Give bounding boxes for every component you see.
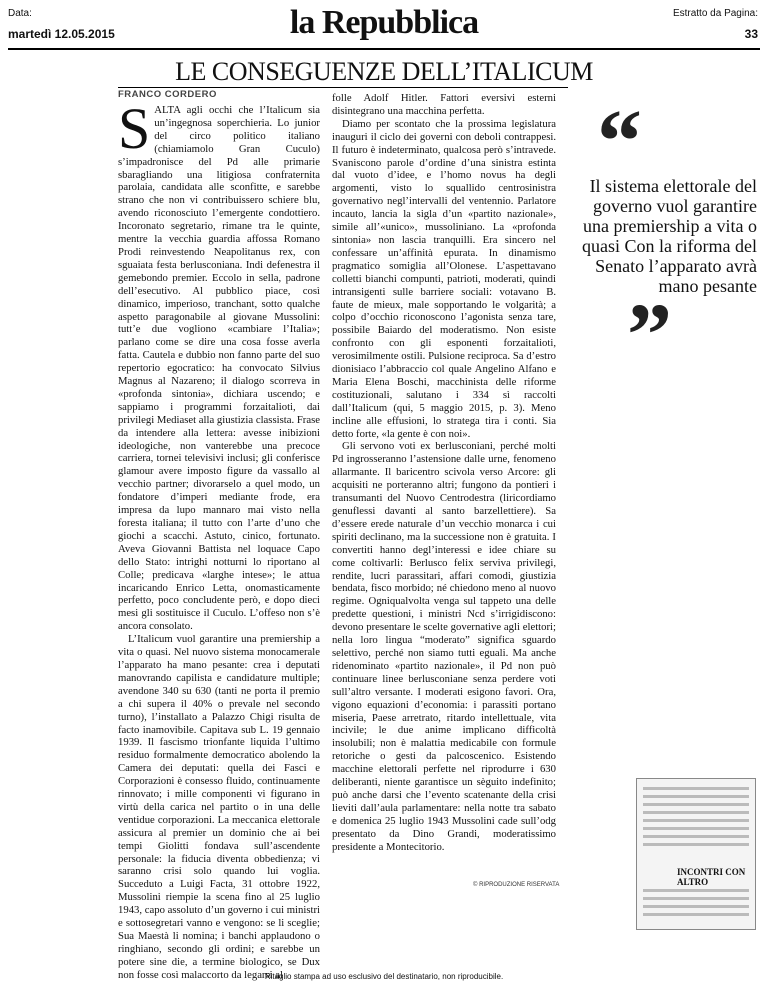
- col2-paragraph: Gli servono voti ex berlusconiani, perché molti Pd ingrosseranno l’astensione dalle urne, fenomeno allarmante. Il baricentro scivola verso Arcore: gli acquisiti ne porteranno altri; fungono da pontieri i transumanti del Nuovo Centrodestra (liricordiamo genuflessi davanti al santo barzellettiere). Sa d’essere erede naturale d’un vecchio monarca i cui spiriti declinano, ma la successione non è gratuita. I convertiti hanno degl’interessi e idee chiare su come coltivarli: Berlusco felix serviva privilegi, rendite, lucri parassitari, affari comodi, giustizia bendata, fisco morbido; né chiedono meno al nuovo regime. Ogniqualvolta venga sul tappeto una delle predette questioni, i ministri Ncd s’irrigidiscono: devono presentare le scelte governative agli elettori; nella loro lingua “moderato” significa sguardo selettivo, perché non siamo tutti eguali. Ma anche ridenominato «partito nazionale», il Pd non può continuare linee berlusconiane senza perdere voti sull’altro versante. I moderati esigono favori. Ora, vigono equazioni d’economia: i parassiti portano miseria, Paese arretrato, ritardo intellettuale, vita incivile; le due anime implicano difficoltà insolubili; non è malattia medicabile con formule retoriche o gesti da palcoscenico. Esistendo macchine elettorali perfette nel riprodurre i 630 deliberanti, niente garantisce un sèguito indefinito; può anche darsi che l’evento scatenante della crisi lieviti dall’aula parlamentare: nella notte tra sabato e domenica 25 luglio 1943 Mussolini cade sull’odg presentato da Dino Grandi, moderatissimo presidente a Montecitorio.: [332, 440, 556, 853]
- close-quote-icon: ”: [627, 286, 672, 385]
- thumb-line: [643, 913, 749, 916]
- article-column-1: [118, 96, 320, 981]
- masthead-logo: la Repubblica: [289, 4, 479, 41]
- pull-quote-box: [567, 92, 757, 385]
- open-quote-icon: “: [597, 92, 642, 191]
- page-thumbnail: [636, 778, 756, 930]
- thumb-line: [643, 843, 749, 846]
- col1-paragraph: L’Italicum vuol garantire una premiership a vita o quasi. Nel nuovo sistema monocamerale l’apparato ha mano pesante: crea i deputati manovrando capilista e candidature multiple; avendone 340 su 630 (tanti ne porta il premio a chi supera il 40% o prevale nel secondo turno), l’installato a Palazzo Chigi risulta de facto inamovibile. Capitava sub L. 19 gennaio 1939. Il fascismo trionfante liquida l’ultimo residuo formalmente democratico abolendo la Camera dei deputati: quella dei Fasci e Corporazioni è consesso fluido, continuamente rinnovato; i mille componenti vi figurano in virtù della carica nel partito o in una delle ventidue corporazioni. La meccanica elettorale assicura al premier un dominio che ai bei tempi Giolitti fondava sull’ascendente personale: la fiducia diventa obbedienza; vi saranno crisi solo quando lui voglia. Succeduto a Luigi Facta, 31 ottobre 1922, Mussolini riempie la scena fino al 25 luglio 1943, capo assoluto d’un governo i cui ministri e sottosegretari vanno e vengono: se li sceglie; Sua Maestà li nomina; i banchi applaudono o ringhiano, secondo gli ordini; e sarebbe un potere sine die, a termine biologico, se Dux non fosse così malaccorto da legarsi al: [118, 633, 320, 981]
- date-value: martedì 12.05.2015: [8, 27, 115, 41]
- thumb-line: [643, 897, 749, 900]
- col1-paragraph: ALTA agli occhi che l’Italicum sia un’ingegnosa soperchieria. Lo junior del circo politico italiano (chiamiamolo Gran Cuculo) s’impadronisce del Pd alle primarie sbaragliando una litigiosa confraternita parolaia, candidata alle sconfitte, e sarebbe strano che non vi contribuissero schiere blu, avendo riconosciuto l’emergente condottiero. Incoronato segretario, rimane tra le quinte, mentre la vecchia guardia affossa Romano Prodi reinvestendo Neapolitanus rex, con sguaiata festa berlusconiana. Indi defenestra il gemebondo premier. Eccolo in sella, padrone dell’esecutivo. Al pubblico piace, così dinamico, imperioso, tranchant, sotto qualche aspetto paragonabile al giovane Mussolini: tutt’e due vogliono «cambiare l’Italia»; parlano come se dire una cosa fosse averla fatta. Cautela e dubbio non fanno parte del suo repertorio egocratico: ha convocato Silvius Magnus al Nazareno; il dialogo scorreva in «profonda sintonia», dichiara uscendo; e sappiamo i programmi forzaitalioti, dai privilegi Mediaset alla giustizia classista. Frase da intendere alla lettera: avesse inibizioni ideologiche, non vanterebbe una precoce carriera, tornei televisivi inclusi; gli conferisce glamour avere imposto figure da vassallo al vecchio partner; divorarselo a quel modo, un fondatore d’imperi mediante frode, era impresa da lupo mannaro mai visto nella foresta italiana; il tutto con l’arte d’uno che giochi a scacchi. Astuto, cinico, fortunato. Aveva Giovanni Battista nel loquace Capo dello Stato: intrighi notturni lo riportano al Colle; predicava «larghe intese»; le attua incaricando Enrico Letta, onomasticamente perfetto, poco concludente però, e dopo dieci mesi gli sostituisce il Cuculo. L’offeso non s’è ancora consolato.: [118, 104, 320, 633]
- byline-rule: [118, 87, 568, 88]
- extract-label: Estratto da Pagina:: [672, 8, 758, 19]
- page-number: 33: [744, 27, 758, 41]
- thumb-line: [643, 803, 749, 806]
- drop-cap: S: [118, 96, 151, 161]
- pull-quote-text: Il sistema elettorale del governo vuol garantire una premiership a vita o quasi Con la riforma del Senato l’apparato avrà mano pesante: [582, 176, 757, 296]
- thumb-line: [643, 889, 749, 892]
- thumb-line: [643, 787, 749, 790]
- footer-notice: Ritaglio stampa ad uso esclusivo del destinatario, non riproducibile.: [264, 972, 504, 981]
- col2-paragraph: Diamo per scontato che la prossima legislatura inauguri il ciclo dei governi con deboli contrappesi. Il futuro è indeterminato, qualcosa però s’intravede. Svaniscono parole d’ordine d’una sinistra estinta dal vuoto d’idee, e l’homo novus ha degli argomenti, visto lo squallido centrosinistra governativo negl’intervalli del ventennio. Parlatore incauto, lancia la sigla d’un «partito nazionale», simile all’«unico», mussoliniano. La «profonda sintonia» non lascia tranquilli. Era sincero nel confessare un’affinità epurata. In dinamismo pragmatico somiglia all’Olonese. L’aspettavano colletti bianchi compunti, patrioti, moderati, quindi intransigenti sulle barriere sociali: votavano B. faute de mieux, male sopportando le volgarità; a colpo d’occhio riconoscono l’agonista senza tare, possibile Baiardo del moderatismo. Non esiste confronto con gli esponenti forzaitalioti, verosimilmente ostili. Pulsione reciproca. Sa d’estro dionisiaco l’abbraccio col quale Angelino Alfano e Maria Elena Boschi, macchinista delle riforme costituzionali, salutano i 334 sì raccolti dall’Italicum (qui, 5 maggio 2015, p. 3). Meno incline alle effusioni, lo stratega tira i conti. Sia detto forte, «la gente è con noi».: [332, 117, 556, 440]
- thumb-logo: INCONTRI CON ALTRO: [677, 867, 746, 887]
- thumb-line: [643, 811, 749, 814]
- thumb-line: [643, 795, 749, 798]
- date-label: Data:: [8, 8, 32, 19]
- thumb-line: [643, 827, 749, 830]
- thumb-line: [643, 835, 749, 838]
- article-headline: LE CONSEGUENZE DELL’ITALICUM: [175, 57, 593, 86]
- header-page: [673, 8, 758, 41]
- header-rule: [8, 48, 760, 50]
- article-byline: FRANCO CORDERO: [118, 89, 217, 100]
- copyright-notice: © RIPRODUZIONE RISERVATA: [473, 882, 560, 888]
- thumb-line: [643, 819, 749, 822]
- thumb-line: [643, 905, 749, 908]
- col2-paragraph: folle Adolf Hitler. Fattori eversivi esterni disintegrano una macchina perfetta.: [332, 92, 556, 117]
- article-column-2: [332, 92, 556, 874]
